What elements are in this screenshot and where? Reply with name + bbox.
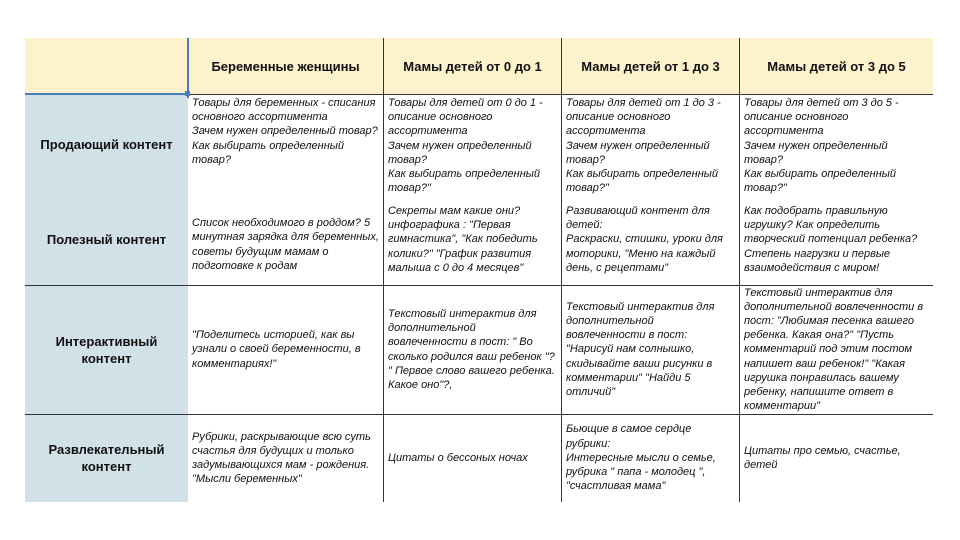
selection-handle[interactable] xyxy=(185,91,190,96)
header-moms-0-1: Мамы детей от 0 до 1 xyxy=(384,38,562,94)
table-cell: Текстовый интерактив для дополнительной вовлеченности в пост: "Любимая песенка вашего ребенка. Какая она?" "Пусть комментарий под этим постом напишет ваш ребенок!" "Какая игрушка понравилась вашему ребенку, напишите ответ в комментарии" xyxy=(744,286,924,413)
table-cell: Развивающий контент для детей: Раскраски, стишки, уроки для моторики, "Меню на каждый день, с рецептами" xyxy=(562,202,740,285)
table-cell: Текстовый интерактив для дополнительной вовлеченности в пост: " Во сколько родился ваш ребенок "? " Первое слово вашего ребенка. Какое оно"?, xyxy=(384,285,562,414)
table-cell: Бьющие в самое сердце рубрики: Интересные мысли о семье, рубрика " папа - молодец ", "счастливая мама" xyxy=(562,414,740,502)
header-divider xyxy=(188,94,933,95)
table-cell: Товары для беременных - списания основного ассортимента Зачем нужен определенный товар? Как выбирать определенный товар? xyxy=(188,94,384,204)
content-plan-table xyxy=(25,38,933,502)
table-cell: Товары для детей от 1 до 3 - описание основного ассортимента Зачем нужен определенный товар? Как выбирать определенный товар?" xyxy=(562,94,740,204)
table-cell: Товары для детей от 3 до 5 - описание основного ассортимента Зачем нужен определенный товар? Как выбирать определенный товар?" xyxy=(744,97,899,195)
header-pregnant: Беременные женщины xyxy=(188,38,384,94)
table-cell: Секреты мам какие они? инфографика : "Первая гимнастика", "Как победить колики?" "График развития малыша с 0 до 4 месяцев" xyxy=(384,202,562,285)
table-cell: Рубрики, раскрывающие всю суть счастья для будущих и только задумывающихся мам - рождения. "Мысли беременных" xyxy=(188,414,384,502)
table-cell: Текстовый интерактив для дополнительной вовлеченности в пост: "Нарисуй нам солнышко, скидывайте ваши рисунки в комментарии" "Найди 5 отличий" xyxy=(562,285,740,414)
header-moms-1-3: Мамы детей от 1 до 3 xyxy=(562,38,740,94)
table-cell: Цитаты про семью, счастье, детей xyxy=(744,444,901,471)
header-corner xyxy=(25,38,188,94)
table-cell: Как подобрать правильную игрушку? Как определить творческий потенциал ребенка? Степень нагрузки и первые взаимодействия с миром! xyxy=(744,205,918,274)
row-label-entertainment: Развлекательный контент xyxy=(25,414,188,502)
row-label-selling: Продающий контент xyxy=(25,94,188,194)
table-cell: Цитаты о бессоных ночах xyxy=(384,414,562,502)
row-label-useful: Полезный контент xyxy=(25,194,188,285)
row-label-interactive: Интерактивный контент xyxy=(25,285,188,414)
table-cell: "Поделитесь историей, как вы узнали о своей беременности, в комментариях!" xyxy=(188,285,384,414)
table-cell: Список необходимого в роддом? 5 минутная зарядка для беременных, советы будущим мамам о подготовке к родам xyxy=(188,204,384,285)
table-cell: Товары для детей от 0 до 1 - описание основного ассортимента Зачем нужен определенный товар? Как выбирать определенный товар?" xyxy=(384,94,562,204)
selection-border xyxy=(25,93,190,95)
selection-border xyxy=(187,38,189,98)
header-moms-3-5: Мамы детей от 3 до 5 xyxy=(740,38,933,94)
